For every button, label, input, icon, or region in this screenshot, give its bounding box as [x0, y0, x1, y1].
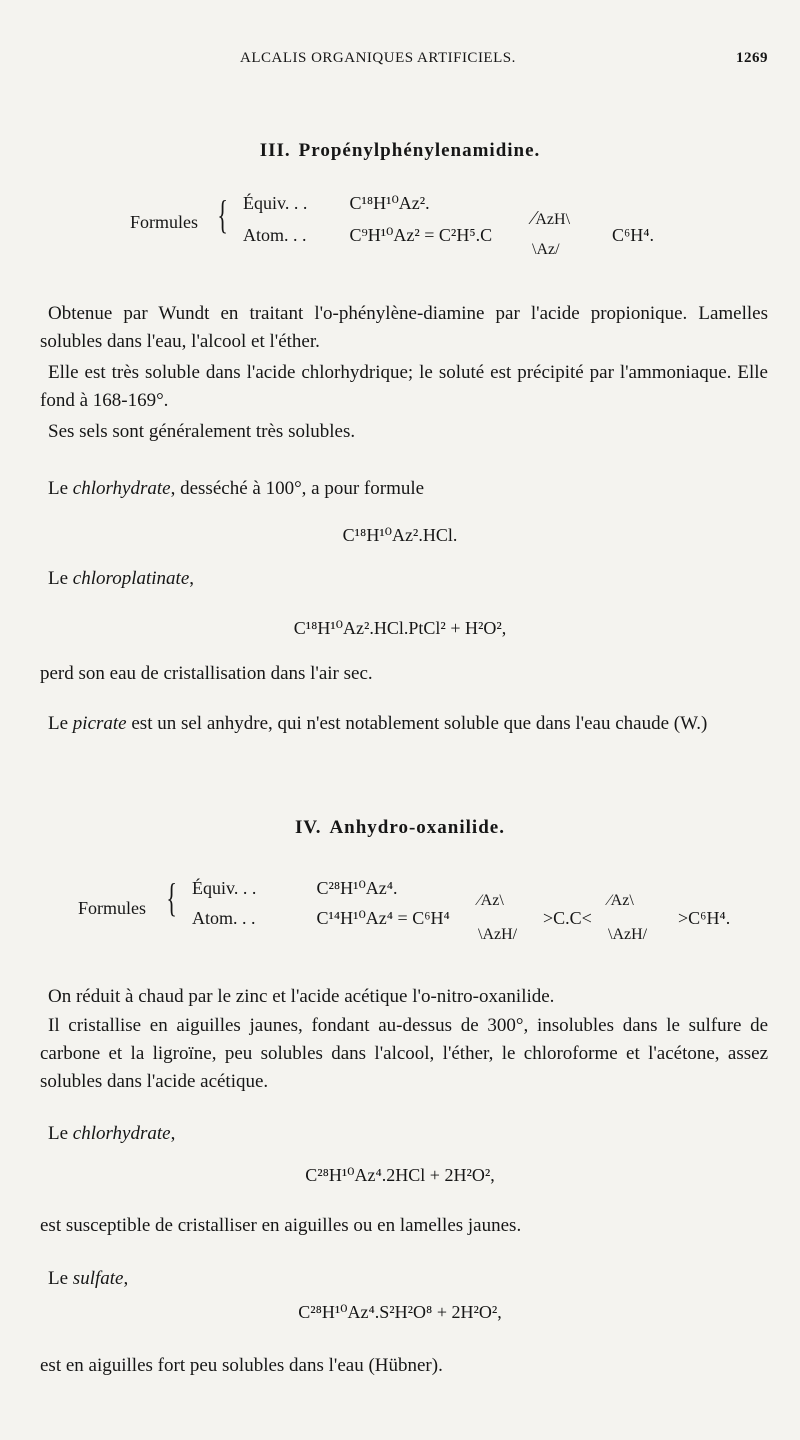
ring-upper-label: AzH	[535, 211, 566, 228]
paragraph-picrate: Le picrate est un sel anhydre, qui n'est notablement soluble que dans l'eau chaude (W.)	[48, 713, 708, 734]
paragraph: est susceptible de cristalliser en aiguilles ou en lamelles jaunes.	[40, 1215, 522, 1236]
running-header	[40, 50, 768, 80]
italic-term: picrate	[72, 713, 127, 734]
ring-lower: \Az/	[532, 241, 560, 258]
paragraph: Elle est très soluble dans l'acide chlorhydrique; le soluté est précipité par l'ammoniaque. Elle fond à 168-169°.	[40, 362, 768, 411]
italic-term: chlorhydrate	[72, 1123, 171, 1144]
section-title-3	[0, 140, 800, 162]
ring-lower-1: \AzH/	[478, 926, 518, 943]
italic-term: sulfate	[72, 1268, 124, 1289]
paragraph: Ses sels sont généralement très solubles.	[48, 421, 356, 442]
ring-lower-2: \AzH/	[608, 926, 648, 943]
atom-formula: C¹⁴H¹⁰Az⁴ = C⁶H⁴	[316, 908, 450, 928]
formulas-label: Formules	[130, 212, 199, 232]
paragraph-chlorhydrate: Le chlorhydrate,	[48, 1123, 176, 1144]
paragraph: perd son eau de cristallisation dans l'air sec.	[40, 663, 373, 684]
paragraph-chloroplatinate: Le chloroplatinate,	[48, 568, 194, 589]
formula-line: C²⁸H¹⁰Az⁴.2HCl + 2H²O²,	[305, 1165, 495, 1185]
equiv-label: Équiv. . .	[192, 878, 257, 898]
atom-formula: C⁹H¹⁰Az² = C²H⁵.C	[349, 225, 493, 245]
atom-tail: C⁶H⁴.	[612, 225, 655, 245]
paragraph-chlorhydrate: Le chlorhydrate, desséché à 100°, a pour formule	[48, 478, 425, 499]
formula-line: C¹⁸H¹⁰Az².HCl.	[342, 525, 458, 545]
equiv-row	[243, 193, 430, 214]
formulas-label: Formules	[78, 898, 147, 918]
page-number: 1269	[736, 50, 768, 66]
formula-line: C²⁸H¹⁰Az⁴.S²H²O⁸ + 2H²O²,	[298, 1302, 502, 1322]
section-heading: Propénylphénylenamidine.	[298, 140, 541, 161]
paragraph: est en aiguilles fort peu solubles dans l'eau (Hübner).	[40, 1355, 443, 1376]
paragraph: Obtenue par Wundt en traitant l'o-phénylène-diamine par l'acide propionique. Lamelles solubles dans l'eau, l'alcool et l'éther.	[40, 303, 768, 352]
equiv-formula: C²⁸H¹⁰Az⁴.	[316, 878, 398, 898]
equiv-row	[192, 878, 398, 899]
running-title: ALCALIS ORGANIQUES ARTIFICIELS.	[240, 50, 516, 66]
equiv-formula: C¹⁸H¹⁰Az².	[349, 193, 430, 213]
paragraph: On réduit à chaud par le zinc et l'acide acétique l'o-nitro-oxanilide.	[48, 986, 555, 1007]
formula-block-4	[40, 870, 768, 965]
ring-upper-label: Az	[610, 892, 630, 909]
ring-lower-label: AzH	[482, 926, 513, 943]
atom-row	[243, 225, 492, 246]
formula-line: C¹⁸H¹⁰Az².HCl.PtCl² + H²O²,	[293, 618, 507, 638]
atom-tail: >C⁶H⁴.	[678, 908, 731, 928]
formula-block-3	[40, 185, 768, 275]
equiv-label: Équiv. . .	[243, 193, 308, 213]
section-heading: Anhydro-oxanilide.	[329, 817, 505, 838]
ring-upper-2: ⁄Az\	[608, 892, 634, 909]
italic-term: chlorhydrate	[72, 478, 171, 499]
brace: {	[217, 192, 228, 237]
ring-upper-label: Az	[480, 892, 500, 909]
brace: {	[166, 875, 177, 920]
ring-upper-1: ⁄Az\	[478, 892, 504, 909]
ring-lower-label: AzH	[612, 926, 643, 943]
paragraph-sulfate: Le sulfate,	[48, 1268, 129, 1289]
section-number: IV.	[295, 817, 322, 838]
atom-label: Atom. . .	[192, 908, 256, 928]
atom-row	[192, 908, 450, 929]
atom-label: Atom. . .	[243, 225, 307, 245]
atom-mid: >C.C<	[543, 908, 592, 928]
section-number: III.	[259, 140, 291, 161]
ring-lower-label: Az	[536, 241, 556, 258]
paragraph: Il cristallise en aiguilles jaunes, fondant au-dessus de 300°, insolubles dans le sulfure de carbone et la ligroïne, peu solubles dans l'alcool, l'éther, le chloroforme et l'acétone, assez solubles dans l'acide acétique.	[40, 1015, 768, 1092]
italic-term: chloroplatinate	[72, 568, 190, 589]
section-title-4	[0, 817, 800, 839]
ring-upper: ⁄AzH\	[532, 207, 571, 229]
